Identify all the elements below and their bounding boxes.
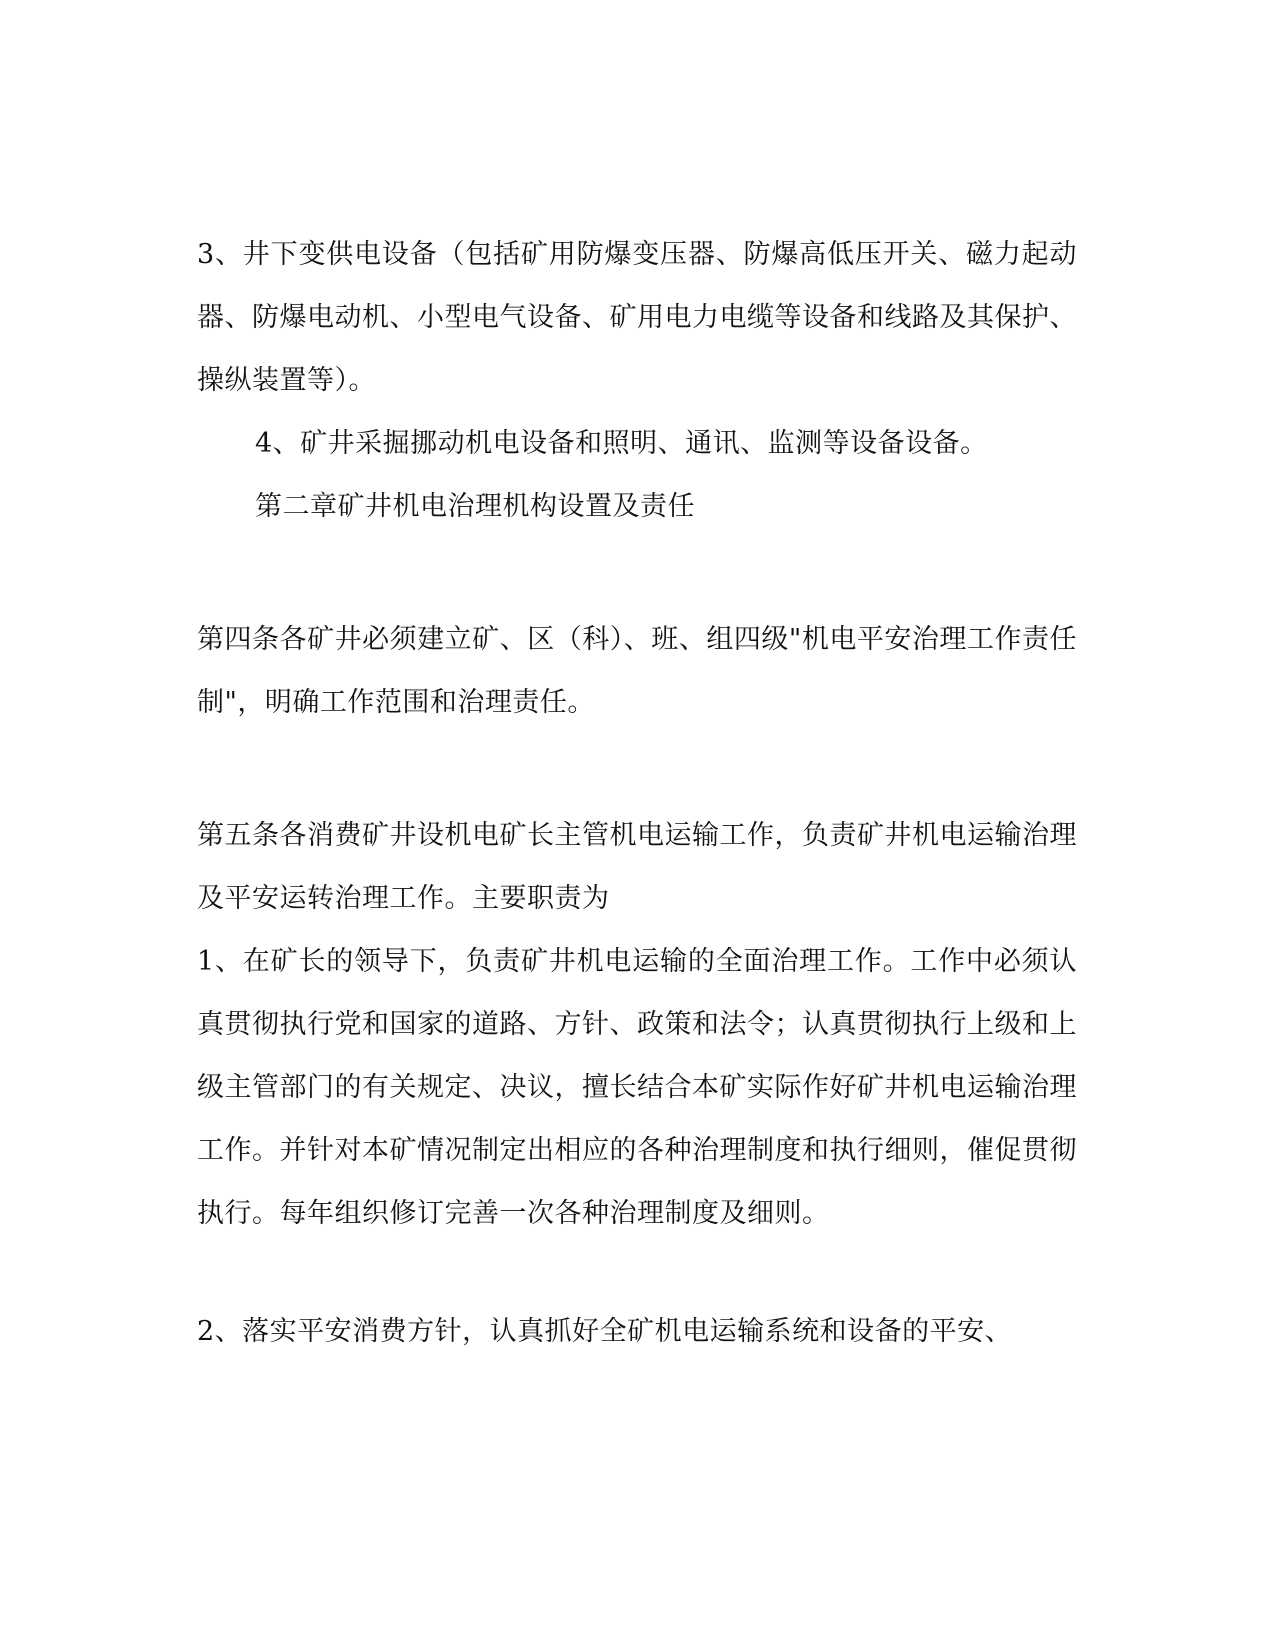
article-four: 第四条各矿井必须建立矿、区（科）、班、组四级"机电平安治理工作责任制"，明确工作范围和治理责任。 [197, 624, 1077, 718]
chapter-heading: 第二章矿井机电治理机构设置及责任 [255, 491, 695, 522]
duty-item-2: 2、落实平安消费方针，认真抓好全矿机电运输系统和设备的平安、 [197, 1316, 1013, 1347]
duty-item-1: 1、在矿长的领导下，负责矿井机电运输的全面治理工作。工作中必须认真贯彻执行党和国家的道路、方针、政策和法令；认真贯彻执行上级和上级主管部门的有关规定、决议，擅长结合本矿实际作好矿井机电运输治理工作。并针对本矿情况制定出相应的各种治理制度和执行细则，催促贯彻执行。每年组织修订完善一次各种治理制度及细则。 [197, 946, 1077, 1229]
document-body [197, 223, 1077, 1363]
paragraph-item-4: 4、矿井采掘挪动机电设备和照明、通讯、监测等设备设备。 [255, 428, 988, 459]
paragraph-item-3: 3、井下变供电设备（包括矿用防爆变压器、防爆高低压开关、磁力起动器、防爆电动机、小型电气设备、矿用电力电缆等设备和线路及其保护、操纵装置等）。 [197, 239, 1077, 396]
article-five: 第五条各消费矿井设机电矿长主管机电运输工作，负责矿井机电运输治理及平安运转治理工作。主要职责为 [197, 820, 1077, 914]
